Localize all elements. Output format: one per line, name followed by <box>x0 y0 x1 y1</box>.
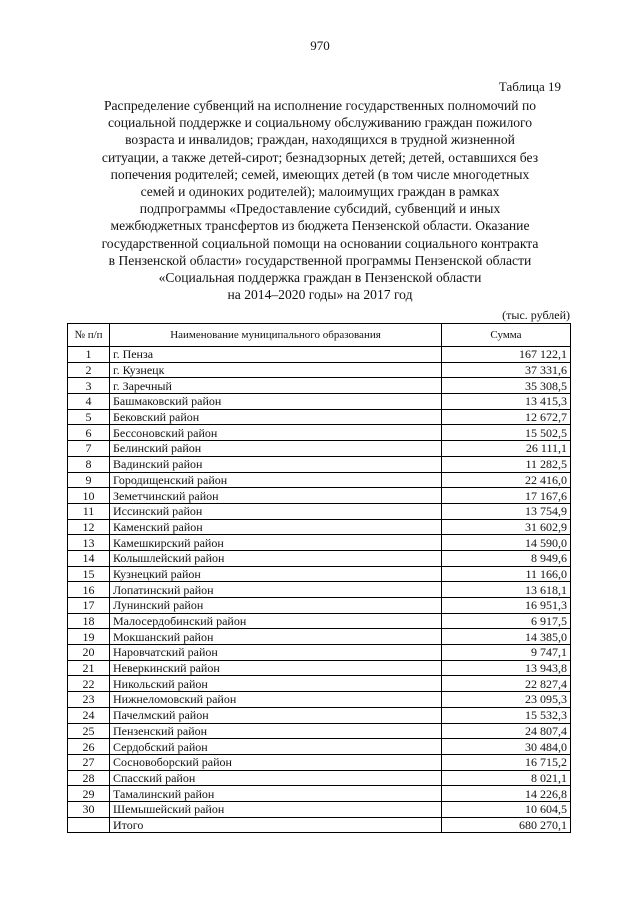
amount: 15 502,5 <box>442 425 571 441</box>
row-number: 25 <box>68 723 110 739</box>
title-line: семей и одиноких родителей); малоимущих граждан в рамках <box>140 184 500 200</box>
table-row <box>68 723 571 739</box>
table-header-row <box>68 324 571 347</box>
row-number: 28 <box>68 770 110 786</box>
table-row <box>68 378 571 394</box>
header-municipality: Наименование муниципального образования <box>110 324 442 347</box>
title-line: социальной поддержке и социальному обслуживанию граждан пожилого <box>107 115 533 131</box>
amount: 9 747,1 <box>442 645 571 661</box>
table-row <box>68 801 571 817</box>
table-row <box>68 629 571 645</box>
municipality-name: г. Пенза <box>110 347 442 363</box>
title-line: государственной социальной помощи на основании социального контракта <box>101 235 539 251</box>
table-row <box>68 770 571 786</box>
amount: 26 111,1 <box>442 441 571 457</box>
total-row <box>68 817 571 833</box>
municipality-name: Мокшанский район <box>110 629 442 645</box>
table-row <box>68 676 571 692</box>
table-row <box>68 394 571 410</box>
table-row <box>68 598 571 614</box>
municipality-name: Спасский район <box>110 770 442 786</box>
municipality-name: Сосновоборский район <box>110 754 442 770</box>
row-number: 16 <box>68 582 110 598</box>
row-number: 8 <box>68 456 110 472</box>
table-row <box>68 582 571 598</box>
municipality-name: Шемышейский район <box>110 801 442 817</box>
table-row <box>68 519 571 535</box>
row-number: 21 <box>68 660 110 676</box>
amount: 15 532,3 <box>442 707 571 723</box>
row-number: 1 <box>68 347 110 363</box>
row-number: 30 <box>68 801 110 817</box>
table-row <box>68 645 571 661</box>
table-row <box>68 472 571 488</box>
row-number: 14 <box>68 550 110 566</box>
row-number: 5 <box>68 409 110 425</box>
table-row <box>68 409 571 425</box>
municipality-name: Нижнеломовский район <box>110 692 442 708</box>
title-line: возраста и инвалидов; граждан, находящихся в трудной жизненной <box>125 132 515 148</box>
row-number: 12 <box>68 519 110 535</box>
amount: 14 590,0 <box>442 535 571 551</box>
table-row <box>68 613 571 629</box>
amount: 16 715,2 <box>442 754 571 770</box>
municipality-name: Городищенский район <box>110 472 442 488</box>
title-line: в Пензенской области» государственной программы Пензенской области <box>108 252 532 268</box>
row-number: 17 <box>68 598 110 614</box>
amount: 11 282,5 <box>442 456 571 472</box>
page-number: 970 <box>310 38 330 53</box>
table-label: Таблица 19 <box>498 79 561 94</box>
municipality-name: Бессоновский район <box>110 425 442 441</box>
municipality-name: Белинский район <box>110 441 442 457</box>
municipality-name: Кузнецкий район <box>110 566 442 582</box>
municipality-name: Малосердобинский район <box>110 613 442 629</box>
row-number: 15 <box>68 566 110 582</box>
amount: 24 807,4 <box>442 723 571 739</box>
table-row <box>68 456 571 472</box>
row-number: 26 <box>68 739 110 755</box>
table-row <box>68 441 571 457</box>
table-row <box>68 347 571 363</box>
amount: 167 122,1 <box>442 347 571 363</box>
amount: 10 604,5 <box>442 801 571 817</box>
table-row <box>68 550 571 566</box>
title-line: Распределение субвенций на исполнение государственных полномочий по <box>103 98 537 113</box>
title-line: «Социальная поддержка граждан в Пензенской области <box>158 270 482 286</box>
amount: 22 827,4 <box>442 676 571 692</box>
amount: 13 943,8 <box>442 660 571 676</box>
municipality-name: Лунинский район <box>110 598 442 614</box>
header-number: № п/п <box>68 324 110 347</box>
row-number: 19 <box>68 629 110 645</box>
table-row <box>68 362 571 378</box>
row-number: 10 <box>68 488 110 504</box>
municipality-name: Итого <box>110 817 442 833</box>
table-row <box>68 535 571 551</box>
municipality-name: Лопатинский район <box>110 582 442 598</box>
table-row <box>68 488 571 504</box>
table-row <box>68 754 571 770</box>
row-number: 11 <box>68 503 110 519</box>
document-title <box>66 97 574 303</box>
table-row <box>68 660 571 676</box>
row-number: 4 <box>68 394 110 410</box>
amount: 14 385,0 <box>442 629 571 645</box>
row-number: 27 <box>68 754 110 770</box>
table-row <box>68 566 571 582</box>
municipality-name: Тамалинский район <box>110 786 442 802</box>
amount: 17 167,6 <box>442 488 571 504</box>
title-line: на 2014–2020 годы» на 2017 год <box>227 287 413 303</box>
row-number: 6 <box>68 425 110 441</box>
municipality-name: Камешкирский район <box>110 535 442 551</box>
row-number <box>68 817 110 833</box>
table-row <box>68 692 571 708</box>
row-number: 9 <box>68 472 110 488</box>
row-number: 29 <box>68 786 110 802</box>
row-number: 3 <box>68 378 110 394</box>
row-number: 22 <box>68 676 110 692</box>
amount: 6 917,5 <box>442 613 571 629</box>
municipality-name: Башмаковский район <box>110 394 442 410</box>
municipality-name: Вадинский район <box>110 456 442 472</box>
amount: 8 021,1 <box>442 770 571 786</box>
row-number: 20 <box>68 645 110 661</box>
municipality-name: г. Заречный <box>110 378 442 394</box>
amount: 8 949,6 <box>442 550 571 566</box>
amount: 13 415,3 <box>442 394 571 410</box>
title-line: ситуации, а также детей-сирот; безнадзорных детей; детей, оставшихся без <box>101 149 539 165</box>
table-row <box>68 503 571 519</box>
amount: 35 308,5 <box>442 378 571 394</box>
title-line: попечения родителей; семей, имеющих детей (в том числе многодетных <box>110 166 530 182</box>
row-number: 23 <box>68 692 110 708</box>
municipality-name: Пачелмский район <box>110 707 442 723</box>
units-label: (тыс. рублей) <box>502 308 570 322</box>
title-line: подпрограммы «Предоставление субсидий, субвенций и иных <box>139 201 501 217</box>
header-amount: Сумма <box>442 324 571 347</box>
amount: 22 416,0 <box>442 472 571 488</box>
amount: 31 602,9 <box>442 519 571 535</box>
amount: 16 951,3 <box>442 598 571 614</box>
amount: 14 226,8 <box>442 786 571 802</box>
table-row <box>68 739 571 755</box>
row-number: 18 <box>68 613 110 629</box>
row-number: 2 <box>68 362 110 378</box>
municipality-name: Бековский район <box>110 409 442 425</box>
amount: 30 484,0 <box>442 739 571 755</box>
municipality-name: Пензенский район <box>110 723 442 739</box>
subvention-table <box>67 323 571 833</box>
municipality-name: Сердобский район <box>110 739 442 755</box>
row-number: 7 <box>68 441 110 457</box>
municipality-name: Неверкинский район <box>110 660 442 676</box>
amount: 13 618,1 <box>442 582 571 598</box>
row-number: 13 <box>68 535 110 551</box>
amount: 680 270,1 <box>442 817 571 833</box>
amount: 23 095,3 <box>442 692 571 708</box>
table-row <box>68 786 571 802</box>
municipality-name: Иссинский район <box>110 503 442 519</box>
municipality-name: Никольский район <box>110 676 442 692</box>
municipality-name: Каменский район <box>110 519 442 535</box>
municipality-name: г. Кузнецк <box>110 362 442 378</box>
table-row <box>68 425 571 441</box>
table-row <box>68 707 571 723</box>
municipality-name: Колышлейский район <box>110 550 442 566</box>
row-number: 24 <box>68 707 110 723</box>
amount: 13 754,9 <box>442 503 571 519</box>
municipality-name: Земетчинский район <box>110 488 442 504</box>
amount: 37 331,6 <box>442 362 571 378</box>
amount: 11 166,0 <box>442 566 571 582</box>
amount: 12 672,7 <box>442 409 571 425</box>
municipality-name: Наровчатский район <box>110 645 442 661</box>
title-line: межбюджетных трансфертов из бюджета Пензенской области. Оказание <box>110 218 530 234</box>
